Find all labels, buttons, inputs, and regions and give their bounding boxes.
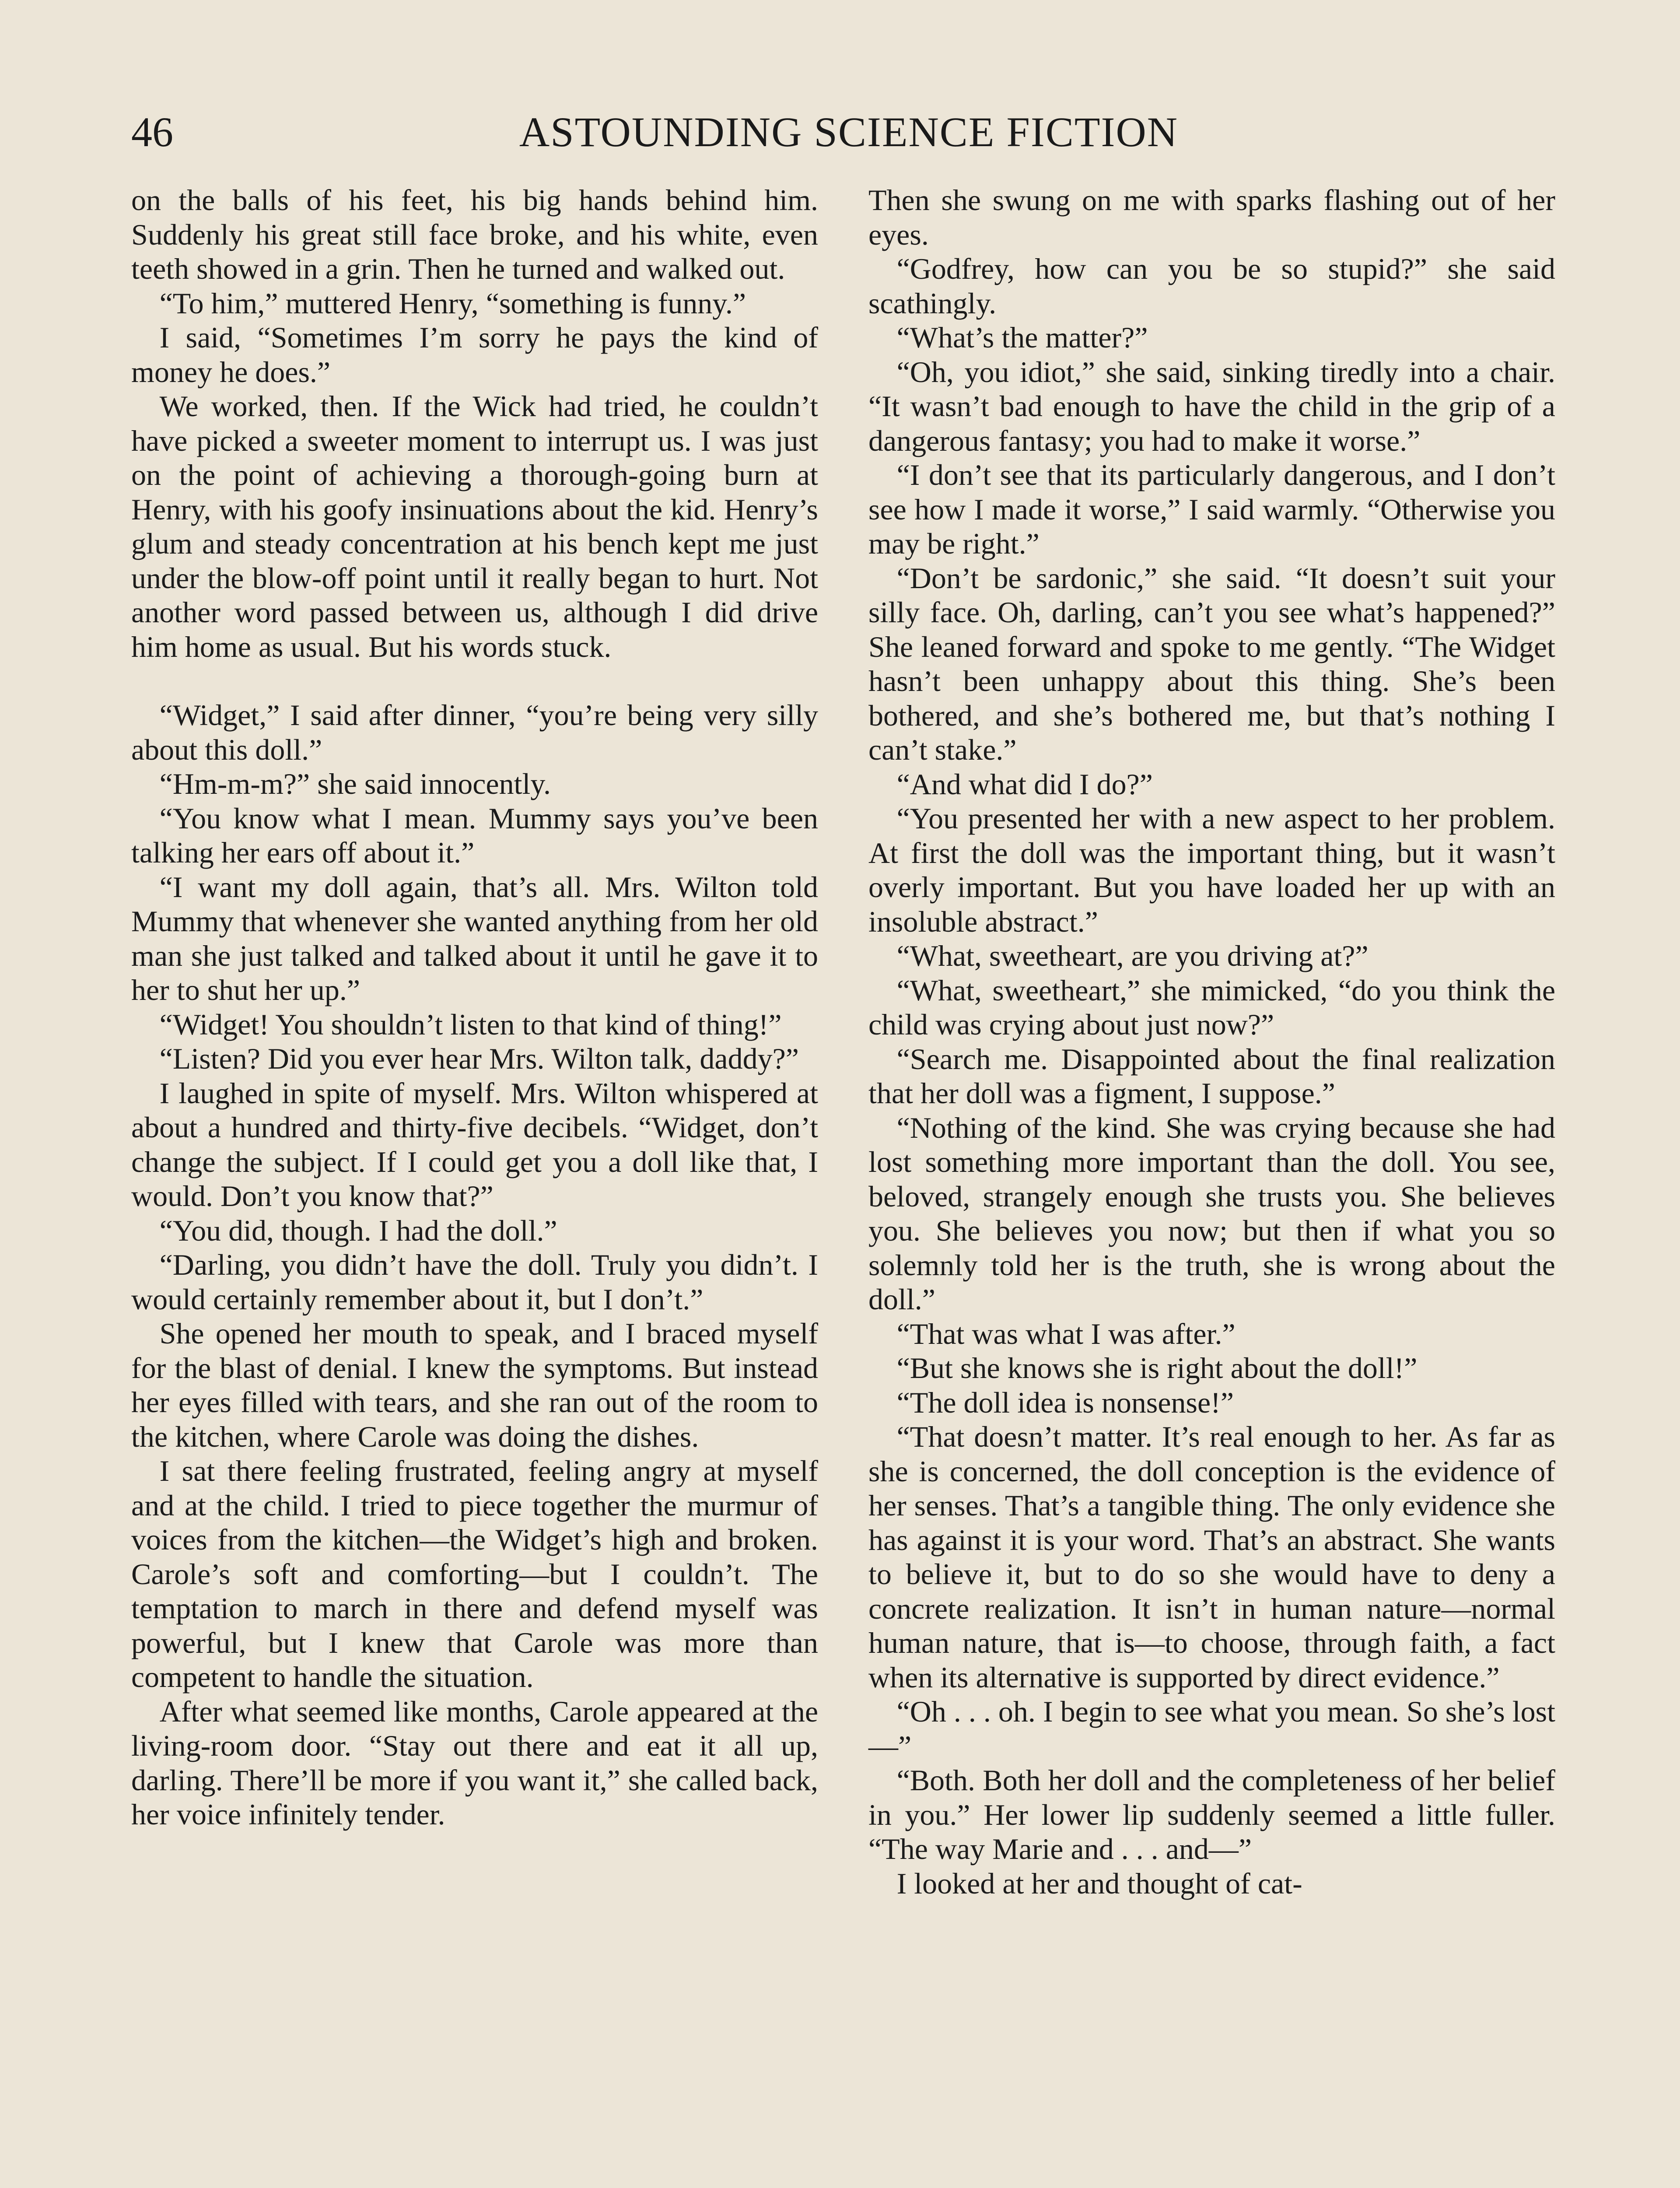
paragraph: “Search me. Disappointed about the final realization that her doll was a figment, I suppose.”: [868, 1042, 1555, 1110]
running-title: ASTOUNDING SCIENCE FICTION: [519, 109, 1179, 155]
paragraph: We worked, then. If the Wick had tried, he couldn’t have picked a sweeter moment to interrupt us. I was just on the point of achieving a thorough-going burn at Henry, with his goofy insinuations about the kid. Henry’s glum and steady concentration at his bench kept me just under the blow-off point until it really began to hurt. Not another word passed between us, although I did drive him home as usual. But his words stuck.: [131, 389, 818, 663]
paragraph: “Oh, you idiot,” she said, sinking tiredly into a chair. “It wasn’t bad enough to have the child in the grip of a dangerous fantasy; you had to make it worse.”: [868, 355, 1555, 457]
right-column: [868, 183, 1555, 1900]
paragraph: “Darling, you didn’t have the doll. Truly you didn’t. I would certainly remember about it, but I don’t.”: [131, 1248, 818, 1316]
paragraph: “Widget,” I said after dinner, “you’re being very silly about this doll.”: [131, 698, 818, 766]
paragraph: “But she knows she is right about the doll!”: [896, 1351, 1418, 1385]
paragraph: I looked at her and thought of cat-: [896, 1866, 1302, 1900]
paragraph: “Listen? Did you ever hear Mrs. Wilton talk, daddy?”: [159, 1042, 799, 1075]
paragraph: “Don’t be sardonic,” she said. “It doesn’t suit your silly face. Oh, darling, can’t you see what’s happened?” She leaned forward and spoke to me gently. “The Widget hasn’t been unhappy about this thing. She’s been bothered, and she’s bothered me, but that’s nothing I can’t stake.”: [868, 561, 1555, 766]
paragraph: She opened her mouth to speak, and I braced myself for the blast of denial. I knew the symptoms. But instead her eyes filled with tears, and she ran out of the room to the kitchen, where Carole was doing the dishes.: [131, 1317, 818, 1453]
paragraph: “Widget! You shouldn’t listen to that kind of thing!”: [159, 1007, 782, 1041]
page-number: 46: [131, 109, 173, 155]
page-header: [131, 106, 1566, 158]
paragraph: “Oh . . . oh. I begin to see what you mean. So she’s lost—”: [868, 1695, 1555, 1763]
paragraph: I sat there feeling frustrated, feeling angry at myself and at the child. I tried to piece together the murmur of voices from the kitchen—the Widget’s high and broken. Carole’s soft and comforting—but I couldn’t. The temptation to march in there and defend myself was powerful, but I knew that Carole was more than competent to handle the situation.: [131, 1454, 818, 1694]
paragraph: “That doesn’t matter. It’s real enough to her. As far as she is concerned, the doll conception is the evidence of her senses. That’s a tangible thing. The only evidence she has against it is your word. That’s an abstract. She wants to believe it, but to do so she would have to deny a concrete realization. It isn’t in human nature—normal human nature, that is—to choose, through faith, a fact when its alternative is supported by direct evidence.”: [868, 1420, 1555, 1694]
paragraph: “What’s the matter?”: [896, 321, 1148, 354]
paragraph: “What, sweetheart,” she mimicked, “do you think the child was crying about just now?”: [868, 973, 1555, 1041]
paragraph: “I want my doll again, that’s all. Mrs. Wilton told Mummy that whenever she wanted anything from her old man she just talked and talked about it until he gave it to her to shut her up.”: [131, 870, 818, 1006]
paragraph: “Nothing of the kind. She was crying because she had lost something more important than the doll. You see, beloved, strangely enough she trusts you. She believes you. She believes you now; but then if what you so solemnly told her is the truth, she is wrong about the doll.”: [868, 1111, 1555, 1316]
paragraph: “Both. Both her doll and the completeness of her belief in you.” Her lower lip suddenly seemed a little fuller. “The way Marie and . . . and—”: [868, 1764, 1555, 1865]
paragraph: “You did, though. I had the doll.”: [159, 1213, 557, 1247]
paragraph: “You presented her with a new aspect to her problem. At first the doll was the important thing, but it wasn’t overly important. But you have loaded her up with an insoluble abstract.”: [868, 802, 1555, 938]
paragraph: “You know what I mean. Mummy says you’ve been talking her ears off about it.”: [131, 801, 818, 869]
paragraph: “To him,” muttered Henry, “something is funny.”: [159, 286, 746, 320]
paragraph: “Hm-m-m?” she said innocently.: [159, 767, 551, 800]
paragraph: “That was what I was after.”: [896, 1317, 1236, 1350]
paragraph: “Godfrey, how can you be so stupid?” she said scathingly.: [868, 252, 1555, 320]
left-column: [131, 183, 818, 1832]
paragraph: “And what did I do?”: [896, 767, 1153, 801]
paragraph: “The doll idea is nonsense!”: [896, 1385, 1234, 1419]
paragraph: “What, sweetheart, are you driving at?”: [896, 939, 1368, 972]
paragraph: I said, “Sometimes I’m sorry he pays the kind of money he does.”: [131, 321, 818, 389]
paragraph: on the balls of his feet, his big hands behind him. Suddenly his great still face broke, and his white, even teeth showed in a grin. Then he turned and walked out.: [131, 183, 818, 285]
paragraph: I laughed in spite of myself. Mrs. Wilton whispered at about a hundred and thirty-five decibels. “Widget, don’t change the subject. If I could get you a doll like that, I would. Don’t you know that?”: [131, 1076, 818, 1213]
paragraph: After what seemed like months, Carole appeared at the living-room door. “Stay out there and eat it all up, darling. There’ll be more if you want it,” she called back, her voice infinitely tender.: [131, 1694, 818, 1831]
paragraph: Then she swung on me with sparks flashing out of her eyes.: [868, 183, 1555, 251]
paragraph: “I don’t see that its particularly dangerous, and I don’t see how I made it worse,” I said warmly. “Otherwise you may be right.”: [868, 458, 1555, 560]
